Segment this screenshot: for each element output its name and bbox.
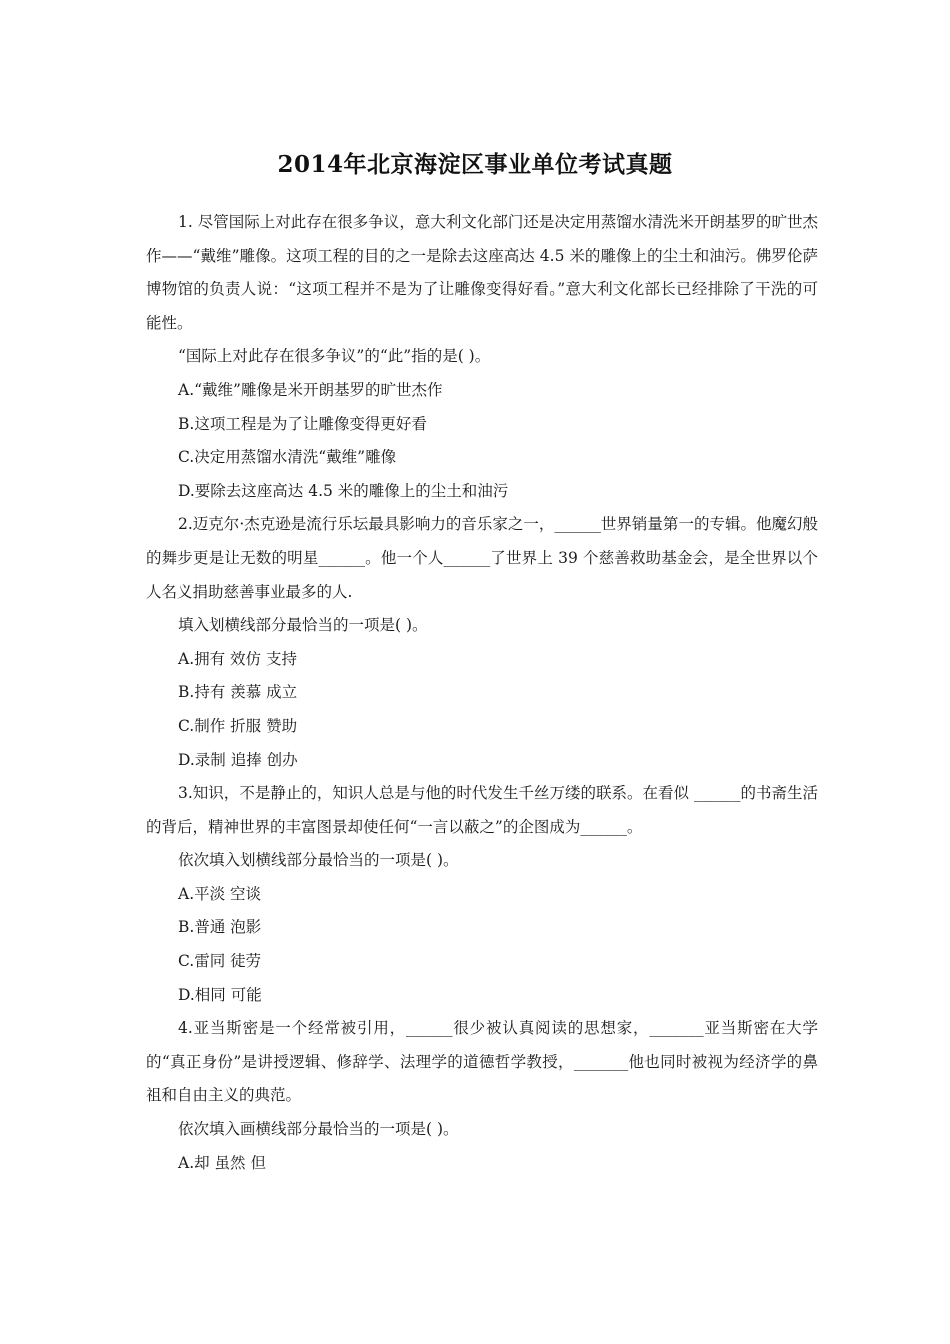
q3-option-a: A.平淡 空谈 (178, 884, 262, 903)
q1-option-a: A.“戴维”雕像是米开朗基罗的旷世杰作 (178, 380, 443, 399)
q1-option-c: C.决定用蒸馏水清洗“戴维”雕像 (178, 448, 397, 467)
q4-option-a: A.却 虽然 但 (178, 1153, 266, 1172)
q2-option-a: A.拥有 效仿 支持 (178, 649, 297, 668)
q3-option-b: B.普通 泡影 (178, 918, 262, 937)
document-body (146, 206, 818, 1180)
page-title: 2014年北京海淀区事业单位考试真题 (277, 151, 673, 178)
q4-stem: 4.亚当斯密是一个经常被引用，______很少被认真阅读的思想家，_______亚当斯密在大学的“真正身份”是讲授逻辑、修辞学、法理学的道德哲学教授，_______他也同时被视为经济学的鼻祖和自由主义的典范。 (146, 1019, 818, 1105)
q1-question: “国际上对此存在很多争议”的“此”指的是( )。 (178, 347, 491, 366)
q3-option-c: C.雷同 徒劳 (178, 952, 262, 971)
q1-stem: 1. 尽管国际上对此存在很多争议，意大利文化部门还是决定用蒸馏水清洗米开朗基罗的旷世杰作——“戴维”雕像。这项工程的目的之一是除去这座高达 4.5 米的雕像上的尘土和油污。佛罗伦萨博物馆的负责人说：“这项工程并不是为了让雕像变得好看。”意大利文化部长已经排除了干洗的可能性。 (146, 213, 818, 332)
q3-question: 依次填入划横线部分最恰当的一项是( )。 (178, 851, 459, 870)
q2-option-b: B.持有 羡慕 成立 (178, 683, 298, 702)
q4-question: 依次填入画横线部分最恰当的一项是( )。 (178, 1120, 459, 1139)
q2-question: 填入划横线部分最恰当的一项是( )。 (178, 616, 428, 635)
q1-option-b: B.这项工程是为了让雕像变得更好看 (178, 414, 427, 433)
q1-option-d: D.要除去这座高达 4.5 米的雕像上的尘土和油污 (178, 481, 509, 500)
q2-option-d: D.录制 追捧 创办 (178, 750, 298, 769)
q2-option-c: C.制作 折服 赞助 (178, 716, 298, 735)
q3-option-d: D.相同 可能 (178, 985, 262, 1004)
q2-stem: 2.迈克尔·杰克逊是流行乐坛最具影响力的音乐家之一，______世界销量第一的专辑。他魔幻般的舞步更是让无数的明星______。他一个人______了世界上 39 个慈善救助基金会，是全世界以个人名义捐助慈善事业最多的人. (146, 515, 818, 601)
q3-stem: 3.知识，不是静止的，知识人总是与他的时代发生千丝万缕的联系。在看似 ______的书斋生活的背后，精神世界的丰富图景却使任何“一言以蔽之”的企图成为______。 (146, 784, 818, 836)
